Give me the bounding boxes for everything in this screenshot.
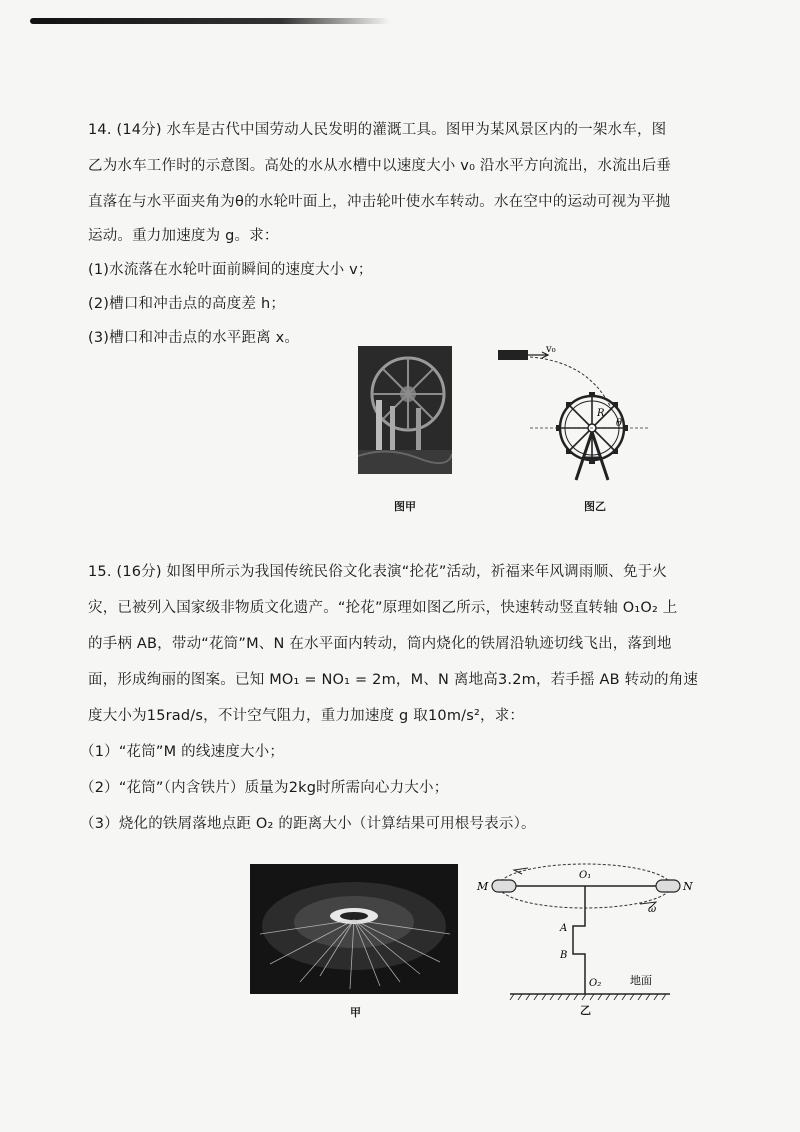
- q15-line-3: 的手柄 AB，带动“花筒”M、N 在水平面内转动，筒内烧化的铁屑沿轨迹切线飞出，落到地: [88, 636, 672, 652]
- q14-line-1: 14. (14分) 水车是古代中国劳动人民发明的灌溉工具。图甲为某风景区内的一架水车，图: [88, 122, 667, 138]
- B-label: B: [560, 950, 568, 961]
- q14-line-4: 运动。重力加速度为 g。求：: [88, 228, 279, 244]
- omega-label: ω: [648, 904, 657, 915]
- q15-sub-2: （2）“花筒”（内含铁片）质量为2kg时所需向心力大小；: [80, 780, 449, 796]
- fire-sparks-photo: [250, 864, 458, 994]
- scan-edge-bar: [30, 18, 390, 24]
- O1-label: O₁: [579, 870, 592, 881]
- fig-jia-caption-15: 甲: [350, 1006, 361, 1019]
- q14-sub-1: (1)水流落在水轮叶面前瞬间的速度大小 v；: [88, 262, 373, 278]
- N-label: N: [683, 880, 693, 893]
- O2-label: O₂: [589, 978, 602, 989]
- q14-sub-2: (2)槽口和冲击点的高度差 h；: [88, 296, 286, 312]
- q14-line-3: 直落在与水平面夹角为θ的水轮叶面上，冲击轮叶使水车转动。水在空中的运动可视为平抛: [88, 194, 671, 210]
- q15-sub-3: （3）烧化的铁屑落地点距 O₂ 的距离大小（计算结果可用根号表示）。: [80, 816, 536, 832]
- R-label: R: [597, 408, 605, 419]
- q14-line-2: 乙为水车工作时的示意图。高处的水从水槽中以速度大小 v₀ 沿水平方向流出，水流出后垂: [88, 158, 672, 174]
- A-label: A: [560, 923, 568, 934]
- theta-label: θ: [616, 418, 623, 429]
- waterwheel-diagram: [490, 340, 650, 490]
- fig-yi-caption-15: 乙: [580, 1004, 591, 1017]
- fig-yi-caption-14: 图乙: [584, 500, 606, 513]
- q15-line-4: 面，形成绚丽的图案。已知 MO₁ = NO₁ = 2m，M、N 离地高3.2m，若手摇 AB 转动的角速: [88, 672, 699, 688]
- q15-line-2: 灾，已被列入国家级非物质文化遗产。“抡花”原理如图乙所示，快速转动竖直转轴 O₁O₂ 上: [88, 600, 678, 616]
- q15-sub-1: （1）“花筒”M 的线速度大小；: [80, 744, 285, 760]
- M-label: M: [477, 880, 489, 893]
- q14-sub-3: (3)槽口和冲击点的水平距离 x。: [88, 330, 300, 346]
- v0-label: v₀: [546, 344, 556, 355]
- waterwheel-photo: [358, 346, 452, 474]
- q15-line-5: 度大小为15rad/s，不计空气阻力，重力加速度 g 取10m/s²，求：: [88, 708, 525, 724]
- q15-line-1: 15. (16分) 如图甲所示为我国传统民俗文化表演“抡花”活动，祈福来年风调雨顺、免于火: [88, 564, 668, 580]
- spinning-rod-diagram: [470, 858, 700, 1018]
- ground-label: 地面: [630, 974, 652, 987]
- fig-jia-caption-14: 图甲: [394, 500, 416, 513]
